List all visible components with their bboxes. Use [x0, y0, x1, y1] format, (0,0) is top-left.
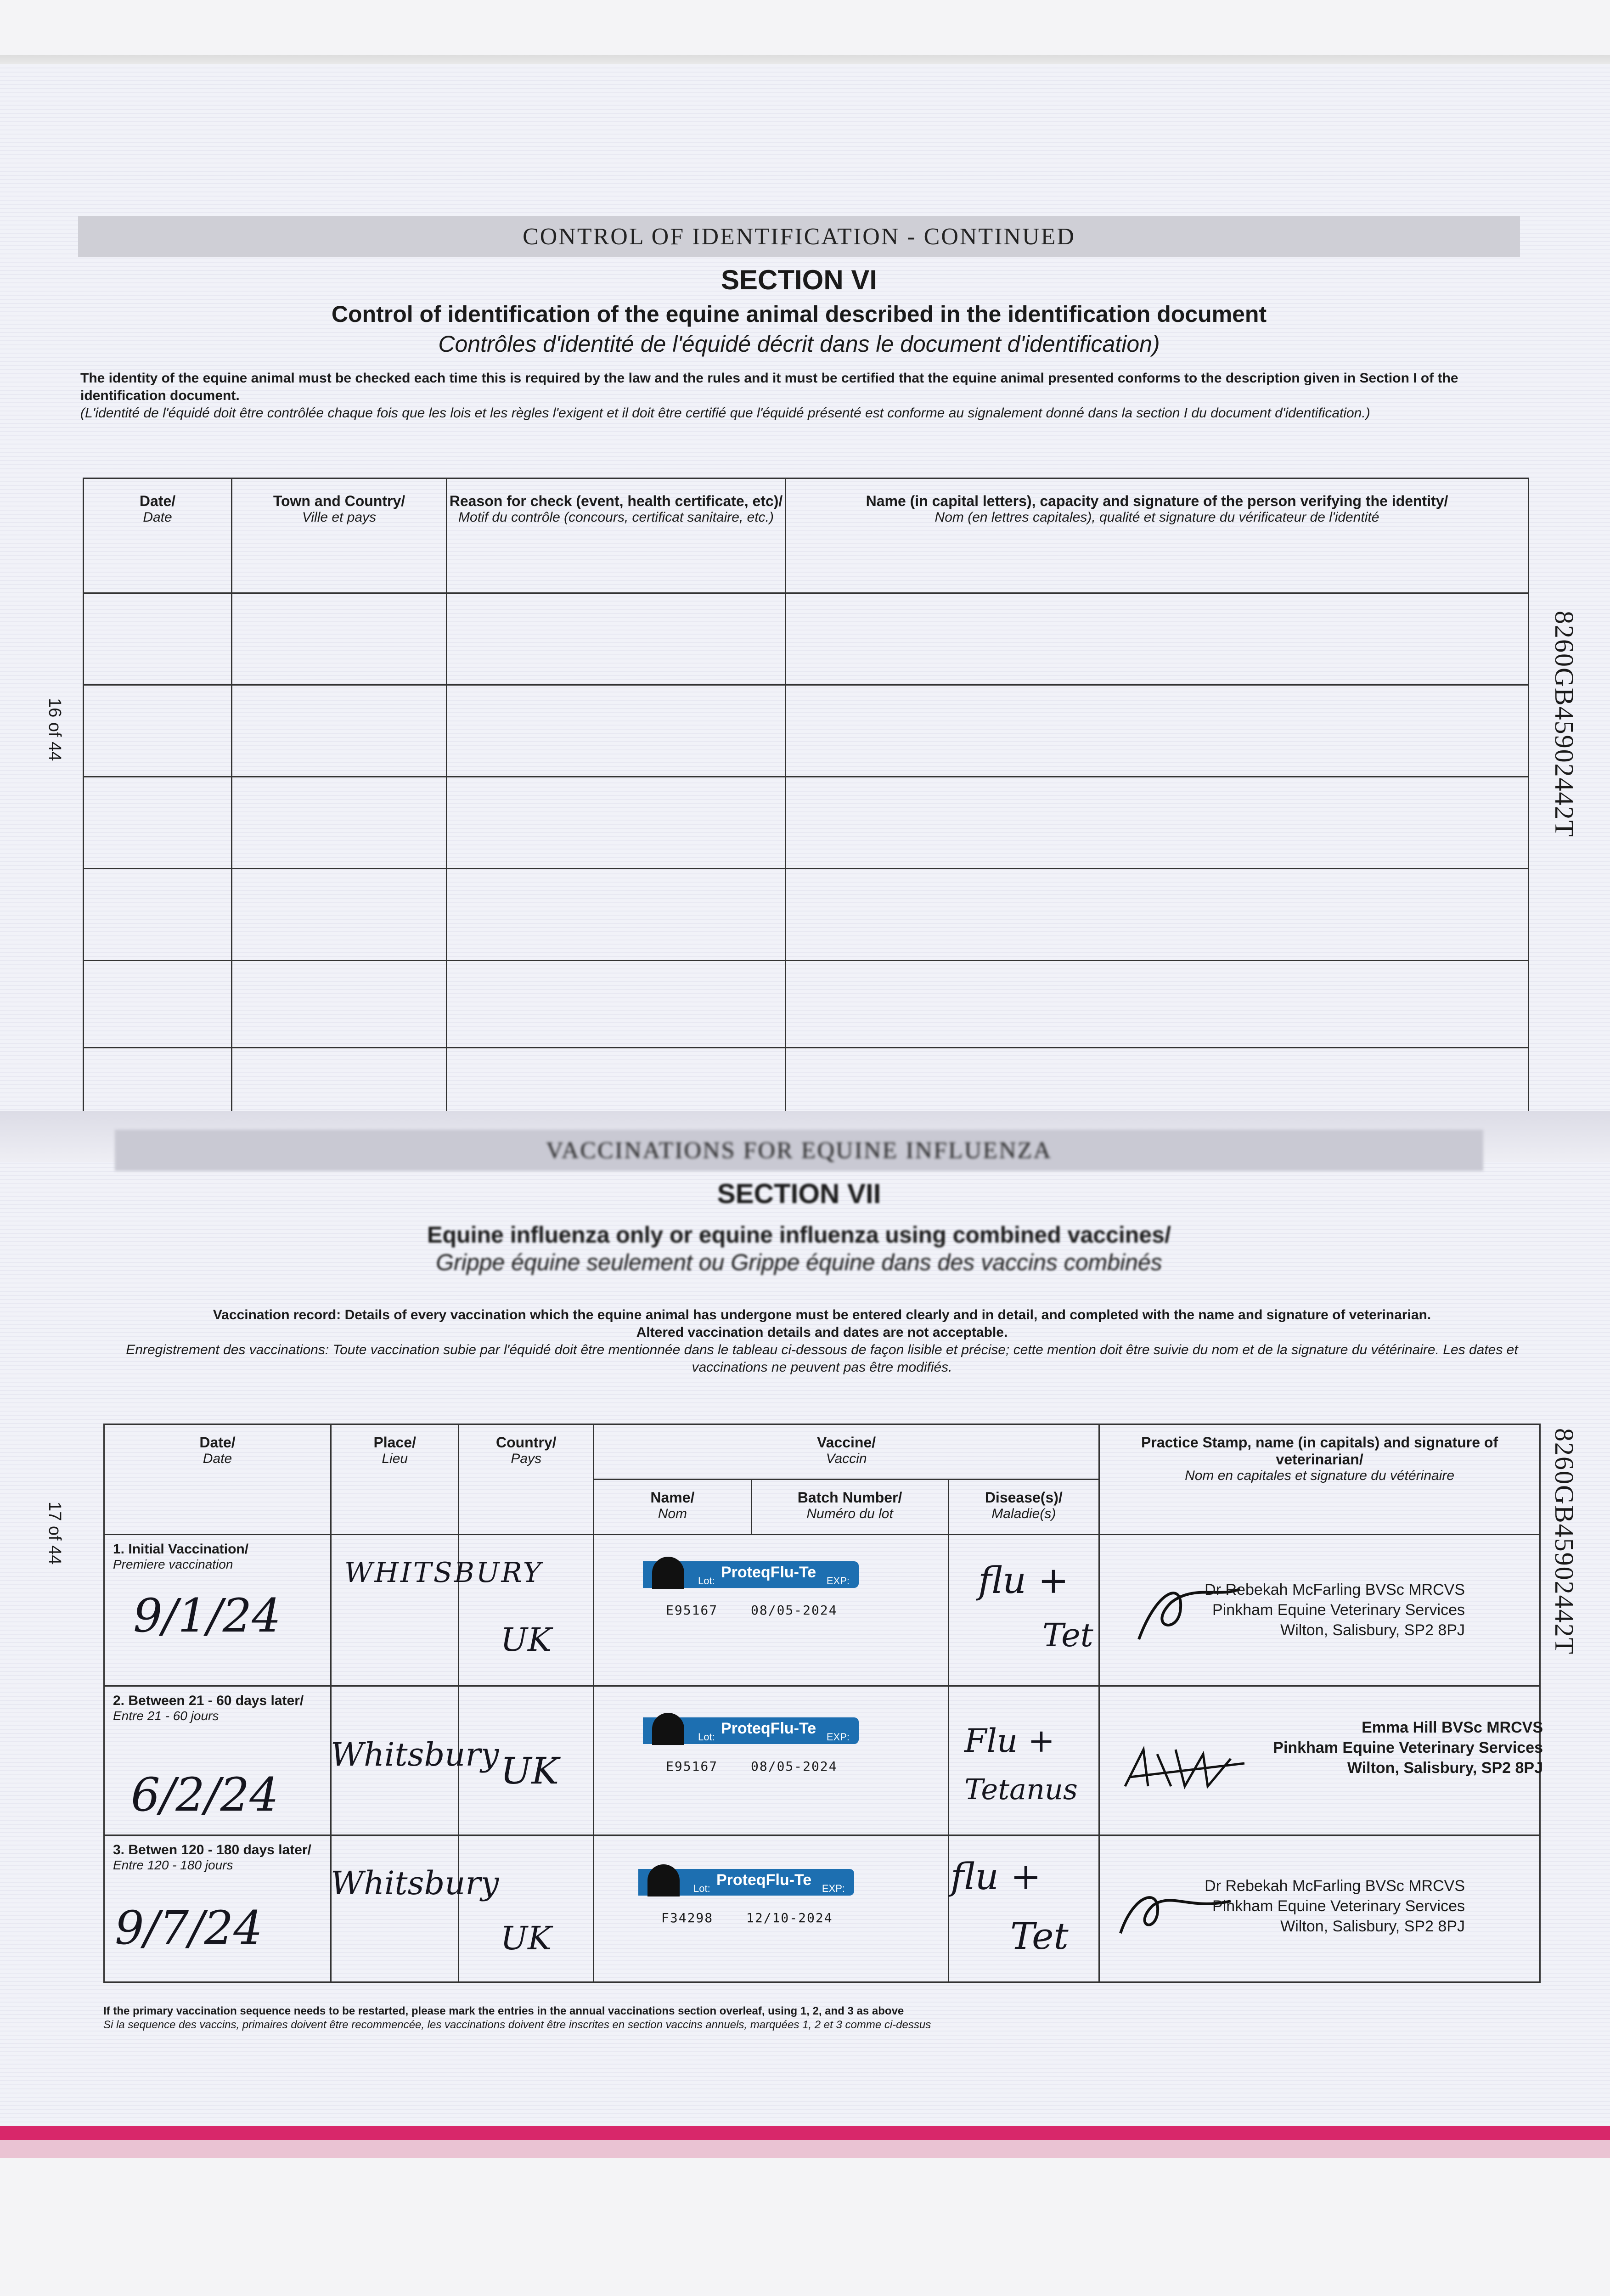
- row-label-cell: 3. Betwen 120 - 180 days later/ Entre 120 - 180 jours: [104, 1835, 331, 1982]
- empty-cell[interactable]: [84, 869, 232, 961]
- vacc-place-2: Whitsbury: [331, 1736, 499, 1773]
- identity-check-header-row: [84, 478, 1529, 593]
- empty-cell[interactable]: [84, 593, 232, 685]
- vcol-place: Place/ Lieu: [331, 1424, 459, 1535]
- section7-subtitle-fr: Grippe équine seulement ou Grippe équine dans des vaccins combinés: [436, 1249, 1162, 1275]
- empty-cell[interactable]: [786, 685, 1529, 777]
- sticker-brand: ProteqFlu-Te: [716, 1871, 812, 1889]
- vet-name: Dr Rebekah McFarling BVSc MRCVS: [1205, 1877, 1465, 1895]
- sticker-brand: ProteqFlu-Te: [721, 1564, 816, 1581]
- vet-stamp-2: [1240, 1717, 1543, 1778]
- vaccine-sticker-1: [643, 1552, 859, 1626]
- empty-cell[interactable]: [232, 593, 447, 685]
- col-date: Date/ Date: [84, 478, 232, 593]
- empty-cell[interactable]: [447, 777, 786, 869]
- vacc-disease-2b: Tetanus: [964, 1773, 1078, 1806]
- footnote-fr: Si la sequence des vaccins, primaires doivent être recommencée, les vaccinations doivent être inscrites en section vaccins annuels, marquées 1, 2 et 3 comme ci-dessus: [103, 2019, 931, 2031]
- empty-cell[interactable]: [447, 961, 786, 1048]
- empty-cell[interactable]: [786, 869, 1529, 961]
- section7-subtitle-en: Equine influenza only or equine influenza using combined vaccines/: [427, 1222, 1171, 1248]
- empty-cell[interactable]: [84, 777, 232, 869]
- empty-cell[interactable]: [786, 593, 1529, 685]
- vcol-stamp: Practice Stamp, name (in capitals) and signature of veterinarian/ Nom en capitales et signature du vétérinaire: [1099, 1424, 1540, 1535]
- side-code-top: 8260GB45902442T: [1549, 611, 1579, 838]
- vet-stamp-1: [1176, 1580, 1465, 1640]
- vet-address: Wilton, Salisbury, SP2 8PJ: [1280, 1918, 1465, 1935]
- vaccine-sticker-3: [638, 1860, 854, 1933]
- batch-number: F34298: [661, 1910, 714, 1925]
- table-row: [84, 685, 1529, 777]
- empty-cell[interactable]: [232, 961, 447, 1048]
- proteq-logo-icon: [652, 1557, 684, 1589]
- expiry-date: 12/10-2024: [746, 1910, 833, 1925]
- vet-address: Wilton, Salisbury, SP2 8PJ: [1280, 1621, 1465, 1639]
- section7-title: SECTION VII: [717, 1178, 881, 1209]
- empty-cell[interactable]: [447, 869, 786, 961]
- empty-cell[interactable]: [786, 961, 1529, 1048]
- vcol-country: Country/ Pays: [459, 1424, 594, 1535]
- footnote-en: If the primary vaccination sequence needs to be restarted, please mark the entries in the annual vaccinations section overleaf, using 1, 2, and 3 as above: [103, 2005, 904, 2017]
- sticker-lot-label: Lot:: [693, 1883, 710, 1894]
- vacc-date-2: 6/2/24: [131, 1768, 279, 1822]
- section7-record-fr: Enregistrement des vaccinations: Toute vaccination subie par l'équidé doit être mentionnée dans le tableau ci-dessous de façon lisible et précise; cette mention doit être suivie du nom et de la signature du vétérinaire. Les dates et vaccinations ne peuvent pas être modifiés.: [126, 1342, 1518, 1375]
- col-reason: Reason for check (event, health certificate, etc)/ Motif du contrôle (concours, certificat sanitaire, etc.): [447, 478, 786, 593]
- vet-stamp-3: [1176, 1876, 1465, 1936]
- identity-check-table: [83, 478, 1529, 1131]
- side-code-bottom: 8260GB45902442T: [1549, 1428, 1579, 1655]
- row-label-cell: 1. Initial Vaccination/ Premiere vaccination: [104, 1535, 331, 1686]
- row-label-cell: 2. Between 21 - 60 days later/ Entre 21 - 60 jours: [104, 1686, 331, 1835]
- empty-cell[interactable]: [232, 685, 447, 777]
- table-row: [84, 869, 1529, 961]
- section6-banner-text: CONTROL OF IDENTIFICATION - CONTINUED: [523, 223, 1075, 250]
- vet-address: Wilton, Salisbury, SP2 8PJ: [1347, 1759, 1543, 1777]
- empty-cell[interactable]: [232, 869, 447, 961]
- section7-banner-text: VACCINATIONS FOR EQUINE INFLUENZA: [546, 1137, 1052, 1164]
- section7-record-en2: Altered vaccination details and dates are not acceptable.: [636, 1325, 1008, 1340]
- vcol-disease: Disease(s)/ Maladie(s): [948, 1480, 1099, 1535]
- sticker-exp-label: EXP:: [826, 1575, 850, 1587]
- vacc-country-2: UK: [501, 1750, 559, 1792]
- expiry-date: 08/05-2024: [751, 1759, 838, 1774]
- vacc-date-1: 9/1/24: [133, 1589, 281, 1643]
- expiry-date: 08/05-2024: [751, 1603, 838, 1618]
- empty-cell[interactable]: [786, 777, 1529, 869]
- empty-cell[interactable]: [447, 685, 786, 777]
- section7-banner: [115, 1130, 1483, 1171]
- vacc-disease-2a: Flu +: [964, 1722, 1055, 1760]
- cover-pink-edge: [0, 2126, 1610, 2140]
- vacc-disease-3b: Tet: [1010, 1915, 1069, 1958]
- section6-banner: [78, 216, 1520, 257]
- section6-subtitle-fr: Contrôles d'identité de l'équidé décrit dans le document d'identification): [438, 331, 1160, 357]
- vcol-date: Date/ Date: [104, 1424, 331, 1535]
- sticker-brand: ProteqFlu-Te: [721, 1720, 816, 1737]
- table-row: [84, 593, 1529, 685]
- table-row: [84, 961, 1529, 1048]
- col-verifier: Name (in capital letters), capacity and signature of the person verifying the identity/ Nom (en lettres capitales), qualité et signature du vérificateur de l'identité: [786, 478, 1529, 593]
- section6-intro-fr: (L'identité de l'équidé doit être contrôlée chaque fois que les lois et les règles l'exigent et il doit être certifié que l'équidé présenté est conforme au signalement donné dans la section I du document d'identification.): [80, 405, 1370, 421]
- page-number-17: 17 of 44: [45, 1502, 64, 1565]
- vacc-country-3: UK: [501, 1919, 552, 1957]
- section6-intro-en: The identity of the equine animal must be checked each time this is required by the law and the rules and it must be certified that the equine animal presented conforms to the description given in Section I of the identification document.: [80, 371, 1458, 403]
- proteq-logo-icon: [652, 1713, 684, 1745]
- section7-record-en: Vaccination record: Details of every vaccination which the equine animal has undergone must be entered clearly and in detail, and completed with the name and signature of veterinarian.: [213, 1307, 1431, 1322]
- section7-record-text: [106, 1306, 1538, 1376]
- vet-practice: Pinkham Equine Veterinary Services: [1212, 1897, 1465, 1915]
- vet-practice: Pinkham Equine Veterinary Services: [1212, 1601, 1465, 1619]
- section6-intro: [80, 370, 1504, 422]
- sticker-exp-label: EXP:: [826, 1731, 850, 1743]
- vet-name: Emma Hill BVSc MRCVS: [1362, 1719, 1543, 1736]
- section6-subtitle-en: Control of identification of the equine animal described in the identification document: [331, 301, 1267, 327]
- vcol-vaccine: Vaccine/ Vaccin: [594, 1424, 1099, 1480]
- batch-number: E95167: [666, 1603, 718, 1618]
- empty-cell[interactable]: [84, 961, 232, 1048]
- vcol-name: Name/ Nom: [594, 1480, 752, 1535]
- empty-cell[interactable]: [84, 685, 232, 777]
- vacc-disease-3a: flu +: [951, 1855, 1041, 1898]
- sticker-lot-label: Lot:: [698, 1731, 715, 1743]
- vaccine-sticker-2: [643, 1708, 859, 1782]
- vacc-place-3: Whitsbury: [331, 1864, 499, 1902]
- batch-number: E95167: [666, 1759, 718, 1774]
- cover-pink-edge-shadow: [0, 2140, 1610, 2158]
- empty-cell[interactable]: [447, 593, 786, 685]
- table-row: [84, 777, 1529, 869]
- proteq-logo-icon: [647, 1864, 680, 1896]
- section6-title: SECTION VI: [721, 264, 878, 295]
- vacc-header-row-1: [104, 1424, 1540, 1480]
- vaccination-footnote: [103, 2004, 1550, 2032]
- vacc-place-1: WHITSBURY: [344, 1557, 543, 1589]
- vet-name: Dr Rebekah McFarling BVSc MRCVS: [1205, 1581, 1465, 1598]
- col-town-country: Town and Country/ Ville et pays: [232, 478, 447, 593]
- vacc-date-3: 9/7/24: [115, 1901, 263, 1955]
- page-number-16: 16 of 44: [45, 698, 64, 761]
- sticker-lot-label: Lot:: [698, 1575, 715, 1587]
- vet-practice: Pinkham Equine Veterinary Services: [1273, 1739, 1543, 1756]
- sticker-exp-label: EXP:: [822, 1883, 845, 1894]
- vacc-country-1: UK: [501, 1621, 552, 1659]
- empty-cell[interactable]: [232, 777, 447, 869]
- vacc-disease-1a: flu +: [978, 1559, 1069, 1602]
- vacc-disease-1b: Tet: [1042, 1616, 1093, 1654]
- vcol-batch: Batch Number/ Numéro du lot: [751, 1480, 948, 1535]
